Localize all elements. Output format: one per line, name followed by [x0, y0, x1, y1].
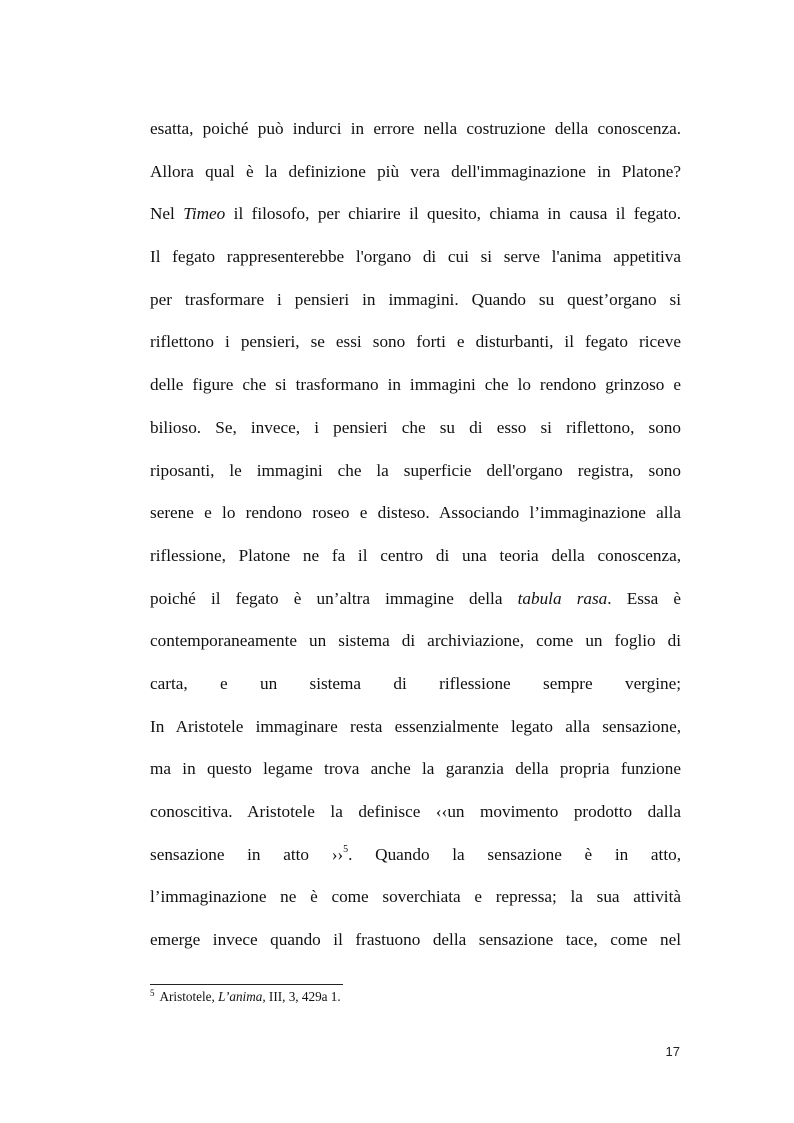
text-segment: delle figure che si trasformano in immagini che lo rendono grinzoso e: [150, 375, 681, 395]
text-segment: contemporaneamente un sistema di archiviazione, come un foglio di: [150, 631, 681, 651]
text-line: [150, 663, 681, 706]
text-segment: bilioso. Se, invece, i pensieri che su di esso si riflettono, sono: [150, 417, 681, 437]
footnote: [150, 988, 341, 1006]
text-segment: In Aristotele immaginare resta essenzialmente legato alla sensazione,: [150, 716, 681, 736]
text-line: [150, 108, 681, 151]
text-line: [150, 791, 681, 834]
text-segment: Nel: [150, 204, 184, 224]
footnote-reference-marker: 5: [343, 843, 349, 855]
text-segment: riflettono i pensieri, se essi sono forti e disturbanti, il fegato riceve: [150, 332, 681, 352]
footnote-marker: 5: [150, 987, 155, 998]
text-line: [150, 236, 681, 279]
text-segment: serene e lo rendono roseo e disteso. Associando l’immaginazione alla: [150, 503, 681, 523]
text-segment: Il fegato rappresenterebbe l'organo di cui si serve l'anima appetitiva: [150, 247, 681, 267]
text-segment: . Quando la sensazione è in atto,: [348, 844, 681, 864]
text-segment: carta, e un sistema di riflessione sempre vergine;: [150, 673, 681, 693]
text-line: [150, 919, 681, 962]
text-line: [150, 321, 681, 364]
text-line: [150, 706, 681, 749]
text-segment: poiché il fegato è un’altra immagine della: [150, 588, 518, 608]
text-line: [150, 450, 681, 493]
footnote-reference: , III, 3, 429a 1.: [262, 989, 341, 1004]
text-line: [150, 748, 681, 791]
text-line: [150, 151, 681, 194]
text-segment: riposanti, le immagini che la superficie dell'organo registra, sono: [150, 460, 681, 480]
footnote-separator: [150, 984, 343, 985]
footnote-author: Aristotele,: [159, 989, 219, 1004]
text-line: [150, 279, 681, 322]
text-line: [150, 364, 681, 407]
text-segment: sensazione in atto ››: [150, 844, 344, 864]
text-line: [150, 620, 681, 663]
body-text: [150, 108, 681, 962]
text-segment: per trasformare i pensieri in immagini. Quando su quest’organo si: [150, 289, 681, 309]
italic-text: Timeo: [183, 204, 226, 224]
page-number: 17: [665, 1044, 680, 1059]
text-line: [150, 407, 681, 450]
text-line: [150, 834, 681, 877]
text-segment: Allora qual è la definizione più vera dell'immaginazione in Platone?: [150, 161, 681, 181]
text-line: [150, 535, 681, 578]
text-line: [150, 193, 681, 236]
text-segment: ma in questo legame trova anche la garanzia della propria funzione: [150, 759, 681, 779]
text-segment: il filosofo, per chiarire il quesito, chiama in causa il fegato.: [225, 204, 681, 224]
italic-text: tabula rasa: [517, 588, 608, 608]
text-segment: emerge invece quando il frastuono della sensazione tace, come nel: [150, 930, 681, 950]
text-segment: esatta, poiché può indurci in errore nella costruzione della conoscenza.: [150, 119, 681, 138]
text-line: [150, 492, 681, 535]
text-segment: . Essa è: [607, 588, 681, 608]
text-line: [150, 876, 681, 919]
text-line: [150, 578, 681, 621]
text-segment: l’immaginazione ne è come soverchiata e repressa; la sua attività: [150, 887, 681, 907]
text-segment: riflessione, Platone ne fa il centro di una teoria della conoscenza,: [150, 545, 681, 565]
text-segment: conoscitiva. Aristotele la definisce ‹‹un movimento prodotto dalla: [150, 802, 681, 821]
footnote-title: L’anima: [218, 989, 263, 1004]
